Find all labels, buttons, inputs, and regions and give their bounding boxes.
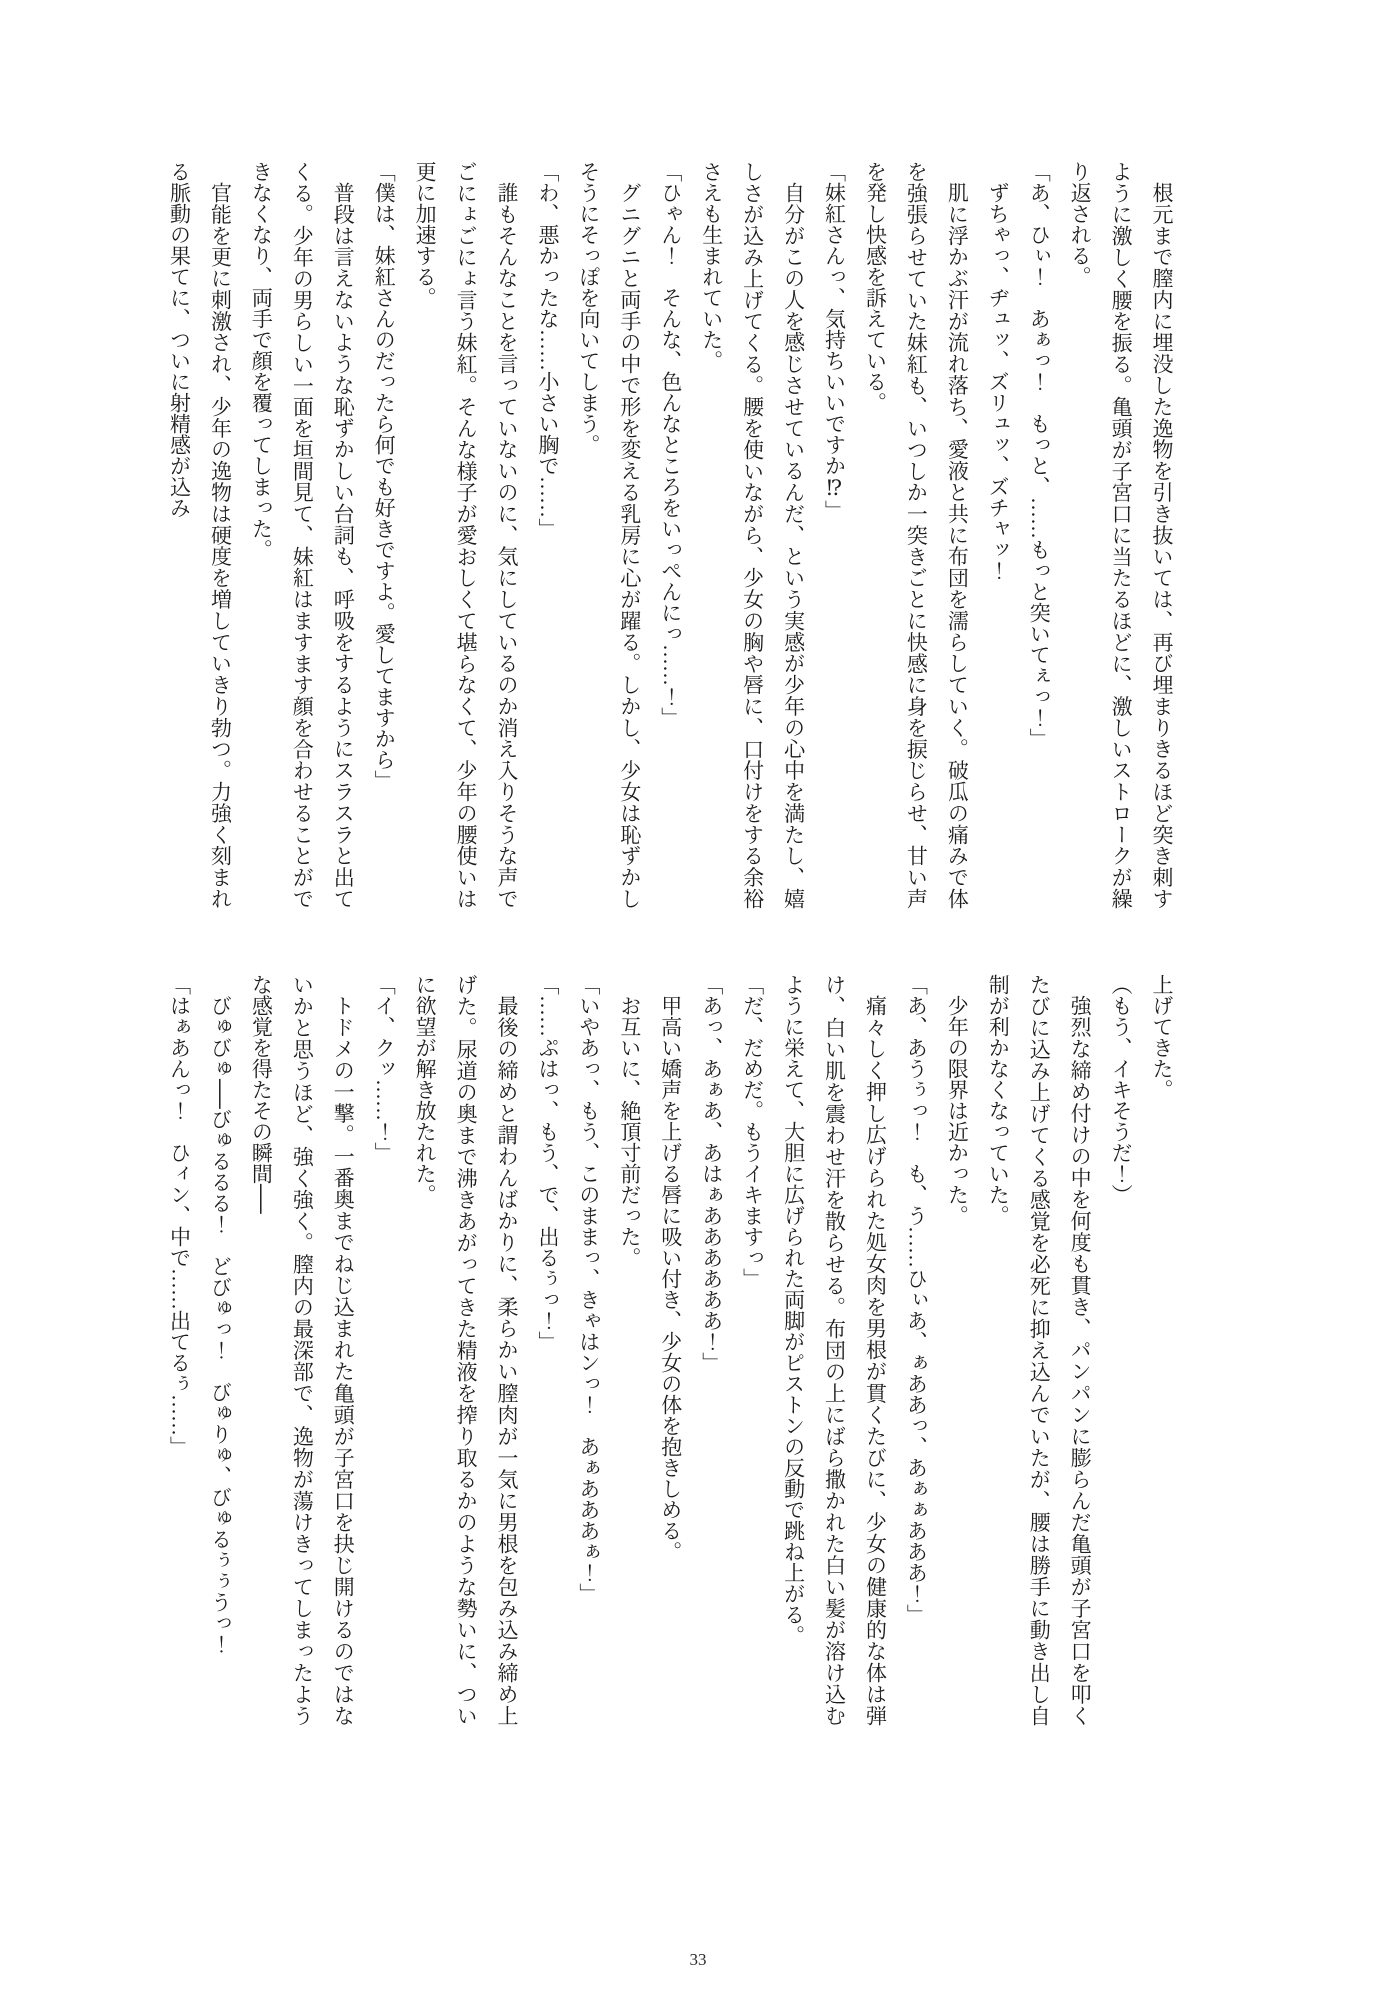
paragraph: 根元まで膣内に埋没した逸物を引き抜いては、再び埋まりきるほど突き刺すように激しく腰を振る。亀頭が子宮口に当たるほどに、激しいストロークが繰り返される。: [1068, 161, 1174, 909]
paragraph: 「あ、ひぃ！ あぁっ！ もっと、……もっと突いてぇっ！」: [1027, 161, 1052, 749]
paragraph: 「妹紅さんっ、気持ちいいですか⁉」: [822, 161, 847, 521]
paragraph: 官能を更に刺激され、少年の逸物は硬度を増していきり勃つ。力強く刻まれる脈動の果てに、ついに射精感が込み: [167, 161, 233, 909]
paragraph: 自分がこの人を感じさせているんだ、という実感が少年の心中を満たし、嬉しさが込み上げてくる。腰を使いながら、少女の胸や唇に、口付けをする余裕さえも生まれていた。: [699, 161, 806, 909]
paragraph: 「わ、悪かったな……小さい胸で……」: [535, 161, 560, 539]
paragraph: 「……ぷはっ、もう、で、出るぅっ！」: [535, 974, 560, 1352]
paragraph: 上げてきた。: [1150, 974, 1174, 1100]
paragraph: 「イ、クッ……！」: [372, 974, 397, 1163]
paragraph: びゅびゅ──びゅるるる！ どびゅっ！ びゅりゅ、びゅるぅぅうっ！: [208, 995, 233, 1655]
paragraph: グニグニと両手の中で形を変える乳房に心が躍る。しかし、少女は恥ずかしそうにそっぽを向いてしまう。: [576, 161, 642, 909]
paragraph: 「いやあっ、もう、このままっ、きゃはンっ！ あぁあああぁ！」: [576, 974, 601, 1604]
paragraph: 「僕は、妹紅さんのだったら何でも好きですよ。愛してますから」: [372, 161, 397, 791]
paragraph: 「あ、あうぅっ！ も、う……ひぃあ、ぁああっ、あぁぁあああ！」: [904, 974, 929, 1625]
page-number: 33: [689, 1950, 707, 1969]
paragraph: 少年の限界は近かった。: [945, 995, 970, 1226]
vertical-text-block-top: [159, 161, 1182, 909]
paragraph: 強烈な締め付けの中を何度も貫き、パンパンに膨らんだ亀頭が子宮口を叩くたびに込み上げてくる感覚を必死に抑え込んでいたが、腰は勝手に動き出し自制が利かなくなっていた。: [986, 974, 1093, 1726]
paragraph: 最後の締めと謂わんばかりに、柔らかい膣肉が一気に男根を包み込み締め上げた。尿道の奥まで沸きあがってきた精液を搾り取るかのような勢いに、ついに欲望が解き放たれた。: [413, 974, 519, 1726]
paragraph: （もう、イキそうだ！）: [1109, 974, 1134, 1205]
paragraph: 痛々しく押し広げられた処女肉を男根が貫くたびに、少女の健康的な体は弾け、白い肌を震わせ汗を散らせる。布団の上にばら撒かれた白い髪が溶け込むように栄えて、大胆に広げられた両脚がピストンの反動で跳ね上がる。: [781, 974, 888, 1726]
paragraph: 甲高い嬌声を上げる唇に吸い付き、少女の体を抱きしめる。: [658, 995, 683, 1562]
paragraph: 「あっ、あぁあ、あはぁああああああ！」: [699, 974, 724, 1373]
paragraph: 「だ、だめだ。もうイキますっ」: [740, 974, 765, 1289]
paragraph: お互いに、絶頂寸前だった。: [617, 995, 642, 1268]
paragraph: 普段は言えないような恥ずかしい台詞も、呼吸をするようにスラスラと出てくる。少年の男らしい一面を垣間見て、妹紅はますます顔を合わせることができなくなり、両手で顔を覆ってしまった。: [249, 161, 356, 909]
paragraph: 肌に浮かぶ汗が流れ落ち、愛液と共に布団を濡らしていく。破瓜の痛みで体を強張らせていた妹紅も、いつしか一突きごとに快感に身を捩じらせ、甘い声を発し快感を訴えている。: [863, 161, 970, 909]
paragraph: トドメの一撃。一番奥までねじ込まれた亀頭が子宮口を抉じ開けるのではないかと思うほど、強く強く。膣内の最深部で、逸物が蕩けきってしまったような感覚を得たその瞬間──: [249, 974, 356, 1726]
paragraph: ずちゃっ、ヂュッ、ズリュッ、ズチャッ！: [986, 182, 1011, 581]
paragraph: 「はぁあんっ！ ひィン、中で……出てるぅ……」: [167, 974, 192, 1457]
vertical-text-block-bottom: [159, 974, 1182, 1726]
paragraph: 「ひゃん！ そんな、色んなところをいっぺんにっ……！」: [658, 161, 683, 728]
paragraph: 誰もそんなことを言っていないのに、気にしているのか消え入りそうな声でごにょごにょ言う妹紅。そんな様子が愛おしくて堪らなくて、少年の腰使いは更に加速する。: [413, 161, 519, 909]
